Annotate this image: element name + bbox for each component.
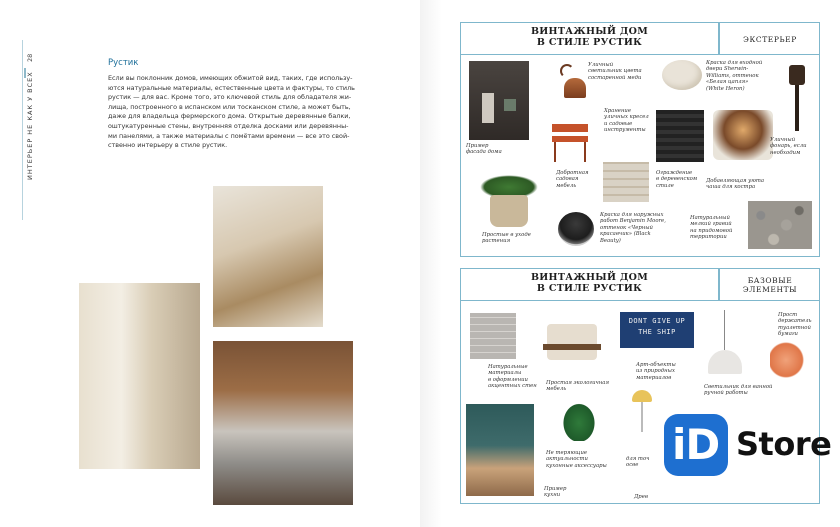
body-line: Если вы поклонник домов, имеющих обжитой вид, таких, где использу- bbox=[108, 74, 353, 82]
wall-lamp-image bbox=[556, 60, 586, 106]
kettle-image bbox=[561, 401, 597, 441]
body-line: ются натуральные материалы, естественные цвета и фактуры, то стиль bbox=[108, 83, 355, 92]
photo-bedroom bbox=[79, 283, 200, 469]
caption-desk-lamp: для точ осве bbox=[626, 456, 650, 469]
gravel-sample bbox=[748, 201, 812, 249]
board-title-line: В СТИЛЕ РУСТИК bbox=[536, 283, 643, 294]
caption-gravel: Натуральный мелкий гравий на придомовой территории bbox=[690, 215, 733, 241]
caption-kettle: Не теряющие актуальности кухонные аксессуары bbox=[546, 450, 607, 469]
caption-black-paint: Краска для наружных работ Benjamin Moore, оттенок «Черный красавчик» (Black Beauty) bbox=[600, 212, 666, 244]
body-line: оштукатуренные стены, внутренняя отделка досками или деревянны- bbox=[108, 121, 349, 130]
caption-plant: Простые в уходе растения bbox=[482, 232, 531, 245]
armchair-image bbox=[541, 318, 603, 376]
board-tag: ЭКСТЕРЬЕР bbox=[743, 34, 797, 44]
pendant-lamp-image bbox=[700, 310, 750, 380]
caption-armchair: Простая экологичная мебель bbox=[546, 380, 609, 393]
caption-facade: Пример фасада дома bbox=[466, 143, 502, 156]
dark-wood-sample bbox=[656, 110, 704, 162]
post-lantern-image bbox=[787, 65, 807, 131]
toilet-paper-holder-image bbox=[770, 342, 810, 378]
fence-sample bbox=[603, 162, 649, 202]
caption-fence: Ограждение в деревенском стиле bbox=[656, 170, 698, 189]
board-header bbox=[461, 269, 819, 301]
board-tag: БАЗОВЫЕ ЭЛЕМЕНТЫ bbox=[742, 276, 798, 294]
body-line: ственно интерьеру в стиле рустик. bbox=[108, 141, 228, 150]
caption-firepit: Добавляющая уюта чаша для костра bbox=[706, 178, 765, 191]
board-title-line: ВИНТАЖНЫЙ ДОМ bbox=[530, 272, 649, 283]
photo-table-setting bbox=[213, 186, 323, 327]
running-header: ИНТЕРЬЕР НЕ КАК У ВСЕХ bbox=[26, 71, 34, 180]
kitchen-photo bbox=[466, 404, 534, 496]
store-logo-text: Store bbox=[736, 425, 832, 463]
book-gutter bbox=[420, 0, 442, 527]
white-paint-swatch bbox=[662, 60, 702, 90]
caption-door-paint: Краска для входной двери Sherwin- Williams, оттенок «Белая цапля» (White Heron) bbox=[706, 60, 763, 92]
caption-wall-lamp: Уличный светильник цвета состаренной меди bbox=[588, 62, 642, 81]
garden-chair-image bbox=[548, 120, 592, 162]
caption-kitchen: Пример кухни bbox=[544, 486, 567, 499]
body-line: рустик — для вас. Кроме того, это ключевой стиль для обладателя жи- bbox=[108, 93, 352, 102]
board-title bbox=[461, 26, 718, 48]
board-title-line: В СТИЛЕ РУСТИК bbox=[536, 37, 643, 48]
desk-lamp-image bbox=[630, 390, 654, 436]
photo-laundry bbox=[213, 341, 353, 505]
body-text bbox=[108, 74, 380, 151]
caption-chair: Добротная садовая мебель bbox=[556, 170, 589, 189]
brick-wall-sample bbox=[470, 313, 516, 359]
page-number: 28 bbox=[26, 53, 34, 62]
store-logo-mark: iD bbox=[672, 420, 720, 469]
facade-image bbox=[469, 61, 529, 140]
board-header bbox=[461, 23, 819, 55]
firepit-image bbox=[713, 110, 773, 160]
black-paint-can bbox=[558, 212, 594, 246]
body-line: лища, построенного в испанском или тосканском стиле, а может быть, bbox=[108, 102, 351, 111]
caption-post-lantern: Уличный фонарь, если необходим bbox=[770, 137, 807, 156]
body-line: ми панелями, а также материалы с помётами времени — все это свой- bbox=[108, 131, 350, 140]
caption-paper-holder: Прост держатель туалетной бумаги bbox=[778, 312, 812, 338]
caption-pendant: Светильник для ванной ручной работы bbox=[704, 384, 773, 397]
board-title-line: ВИНТАЖНЫЙ ДОМ bbox=[530, 26, 649, 37]
caption-art: Арт-объекты из природных материалов bbox=[636, 362, 676, 381]
caption-brick: Натуральные материалы в оформлении акцентных стен bbox=[488, 364, 537, 390]
art-sign bbox=[620, 312, 694, 348]
caption-wood: Древ bbox=[634, 494, 648, 500]
board-title bbox=[461, 272, 718, 294]
spine-line bbox=[22, 40, 23, 220]
caption-storage: Хранение уличных кресел и садовые инструменты bbox=[604, 108, 649, 134]
body-line: даже для владельца фермерского дома. Открытые деревянные балки, bbox=[108, 112, 351, 121]
potted-plant-image bbox=[476, 175, 542, 229]
art-sign-text: DONT GIVE UP THE SHIP bbox=[628, 317, 686, 336]
section-title: Рустик bbox=[108, 58, 139, 68]
